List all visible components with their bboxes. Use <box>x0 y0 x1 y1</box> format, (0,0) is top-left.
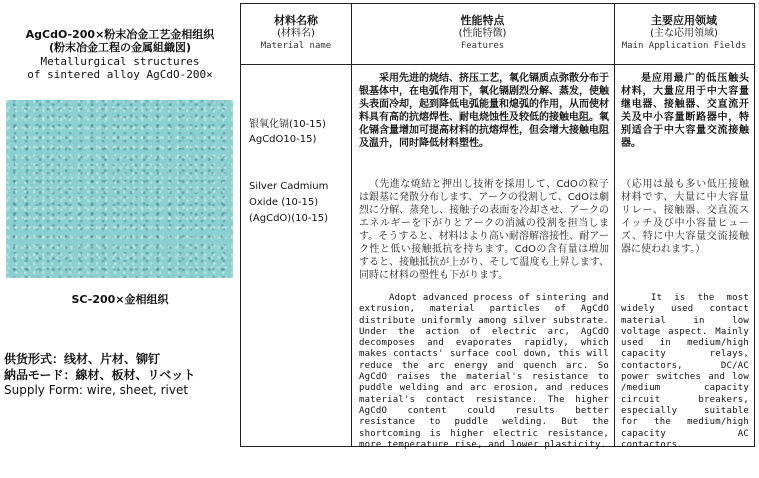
left-panel <box>0 0 240 478</box>
header-divider <box>241 64 754 65</box>
title-en-1: Metallurgical structures <box>40 55 200 68</box>
specification-table <box>240 3 755 450</box>
supply-form-jp: 納品モード：線材、板材、リベット <box>4 368 196 382</box>
column-divider <box>614 4 615 446</box>
supply-form-en: Supply Form: wire, sheet, rivet <box>4 383 189 397</box>
title-cn: AgCdO-200×粉末冶金工艺金相组织 <box>25 28 215 41</box>
microstructure-image <box>6 100 233 278</box>
material-name-cn: 银氧化镉(10-15) <box>249 119 326 130</box>
header-applications: 主要应用领域 (主な応用領域) Main Application Fields <box>621 14 747 51</box>
features-en: Adopt advanced process of sintering and extrusion, material particles of AgCdO distribute uniformly among silver substrate. Under the action of electric arc, AgCdO decomposes and evaporates rapidly, which makes contacts' surface cool down, this will reduce the arc energy and quench arc. So AgCdO raises the material's resistance to puddle welding and arc erosion, and reduces material's contact resistance. The higher AgCdO content could results better resistance to puddle welding. But the shortcoming is higher electric resistance, more temperature rise, and lower plasticity. <box>359 293 609 450</box>
material-code-2: (AgCdO)(10-15) <box>249 213 329 224</box>
title-en-2: of sintered alloy AgCdO-200× <box>27 68 213 81</box>
supply-form-cn: 供货形式：线材、片材、铆钉 <box>4 352 161 366</box>
material-name-en-1: Silver Cadmium <box>249 181 329 192</box>
image-caption: SC-200×金相组织 <box>71 293 169 306</box>
applications-jp: （応用は最も多い低圧接触材料です、大量に中大容量リレー、接触器、交直流スイッチ及び中小容量ヒューズ、特に中大容量交流接触器に使われます。） <box>621 179 749 255</box>
material-code: AgCdO10-15) <box>249 134 317 145</box>
features-cn: 采用先进的烧结、挤压工艺，氧化镉质点弥散分布于银基体中，在电弧作用下，氧化镉剧烈分解、蒸发，使触头表面冷却，起到降低电弧能量和熄弧的作用，从而使材料具有高的抗熔焊性、耐电烧蚀性及较低的接触电阻。氧化镉含量增加可提高材料的抗熔焊性，但会增大接触电阻及温升，同时降低材料塑性。 <box>359 73 609 149</box>
header-material: 材料名称 (材料名) Material name <box>260 14 332 51</box>
column-divider <box>351 4 352 446</box>
applications-cn: 是应用最广的低压触头材料，大量应用于中大容量继电器、接触器、交直流开关及中小容量断路器中，特别适合于中大容量交流接触器。 <box>621 73 749 149</box>
title-jp: (粉末冶金工程の金属組織図) <box>48 41 192 54</box>
header-features: 性能特点 (性能特徴) Features <box>458 14 507 51</box>
applications-en: It is the most widely used contact material in low voltage aspect. Mainly used in medium/high capacity relays, contactors, DC/AC power switches and low /medium capacity circuit breakers, especially suitable for the medium/high capacity AC contactors. <box>621 293 749 450</box>
material-name-en-2: Oxide (10-15) <box>249 197 319 208</box>
features-jp: （先進な焼結と押出し技術を採用して、CdOの粒子は銀基に発散分布します、アークの役割して、CdOは劇烈に分解、蒸発し、接触子の表面を冷却させ、アークのエネルギーを下がりとアークの消滅の役割を担当します。そうすると、材料はより高い耐溶解溶接性、耐アーク性と低い接触抵抗を持ちます。CdOの含有量は増加すると、接触抵抗が上がり、そして温度も上昇します、同時に材料の塑性も下がります。 <box>359 179 609 281</box>
